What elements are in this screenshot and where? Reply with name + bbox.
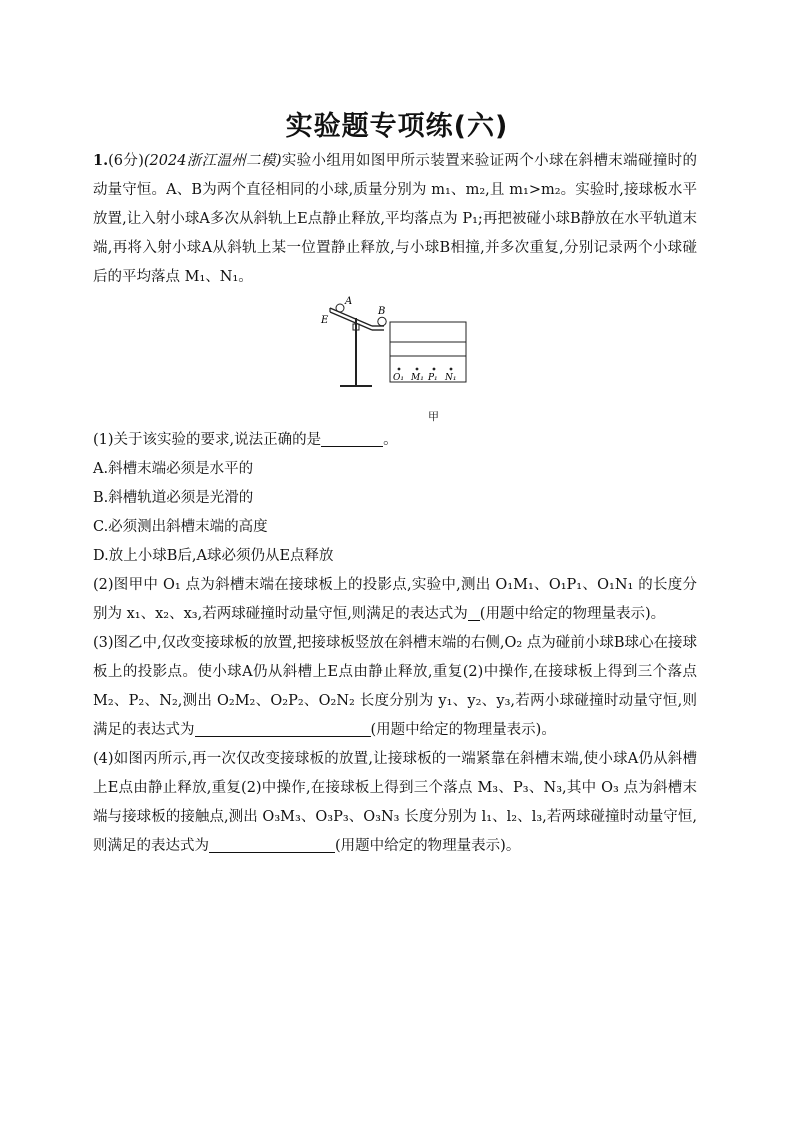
part2-end: (用题中给定的物理量表示)。 [479, 606, 666, 622]
answer-blank-3[interactable] [195, 720, 371, 737]
chute-lower [330, 312, 372, 330]
label-a: A [345, 296, 353, 307]
page-title: 实验题专项练(六) [285, 111, 509, 142]
figure-caption: 甲 [428, 410, 439, 423]
option-b: B.斜槽轨道必须是光滑的 [93, 490, 254, 506]
part1-end: 。 [383, 432, 398, 448]
label-b: B [378, 306, 386, 317]
part3-text: (3)图乙中,仅改变接球板的放置,把接球板竖放在斜槽末端的右侧,O₂ 点为碰前小球B球心在接球板上的投影点。使小球A仍从斜槽上E点由静止释放,重复(2)中操作,在接球板上得到三个落点 M₂、P₂、N₂,测出 O₂M₂、O₂P₂、O₂N₂ 长度分别为 y₁、y₂、y₃,若两小球碰撞时动量守恒,则满足的表达式为 [93, 635, 697, 738]
option-a: A.斜槽末端必须是水平的 [93, 461, 254, 477]
part4-text: (4)如图丙所示,再一次仅改变接球板的放置,让接球板的一端紧靠在斜槽末端,使小球A仍从斜槽上E点由静止释放,重复(2)中操作,在接球板上得到三个落点 M₃、P₃、N₃,其中 O₃ 点为斜槽末端与接球板的接触点,测出 O₃M₃、O₃P₃、O₃N₃ 长度分别为 l₁、l₂、l₃,若两球碰撞时动量守恒,则满足的表达式为 [93, 751, 697, 854]
part2-question [93, 571, 697, 629]
answer-blank-2[interactable] [468, 604, 480, 621]
point-m1 [416, 368, 419, 371]
question-score: (6分) [108, 153, 144, 169]
option-d: D.放上小球B后,A球必须仍从E点释放 [93, 548, 334, 564]
label-p1: P₁ [428, 373, 438, 383]
part2-text: (2)图甲中 O₁ 点为斜槽末端在接球板上的投影点,实验中,测出 O₁M₁、O₁P₁、O₁N₁ 的长度分别为 x₁、x₂、x₃,若两球碰撞时动量守恒,则满足的表达式为 [93, 577, 697, 622]
part1-question [93, 426, 697, 455]
question-content [93, 146, 697, 861]
question-source: (2024浙江温州二模) [143, 153, 282, 169]
label-m1: M₁ [411, 373, 424, 383]
ball-a [336, 304, 344, 312]
ball-b [378, 317, 386, 325]
option-c: C.必须测出斜槽末端的高度 [93, 519, 268, 535]
figure-jia [93, 296, 697, 424]
label-n1: N₁ [445, 373, 457, 383]
part4-end: (用题中给定的物理量表示)。 [335, 838, 521, 854]
part4-question [93, 745, 697, 861]
label-o1: O₁ [393, 373, 404, 383]
point-o1 [398, 368, 401, 371]
part1-text: (1)关于该实验的要求,说法正确的是 [93, 432, 322, 448]
question-number: 1. [93, 152, 109, 169]
answer-blank-4[interactable] [209, 836, 335, 853]
point-n1 [450, 368, 453, 371]
question-stem [93, 146, 697, 292]
part3-end: (用题中给定的物理量表示)。 [370, 722, 556, 738]
chute-upper [330, 308, 372, 326]
point-p1 [433, 368, 436, 371]
part3-question [93, 629, 697, 745]
label-e: E [321, 315, 329, 326]
answer-blank-1[interactable] [321, 430, 383, 447]
question-stem-text: 实验小组用如图甲所示装置来验证两个小球在斜槽末端碰撞时的动量守恒。A、B为两个直径相同的小球,质量分别为 m₁、m₂,且 m₁>m₂。实验时,接球板水平放置,让入射小球A多次从斜轨上E点静止释放,平均落点为 P₁;再把被碰小球B静放在水平轨道末端,再将入射小球A从斜轨上某一位置静止释放,与小球B相撞,并多次重复,分别记录两个小球碰后的平均落点 M₁、N₁。 [93, 153, 698, 285]
apparatus-diagram [320, 296, 470, 400]
